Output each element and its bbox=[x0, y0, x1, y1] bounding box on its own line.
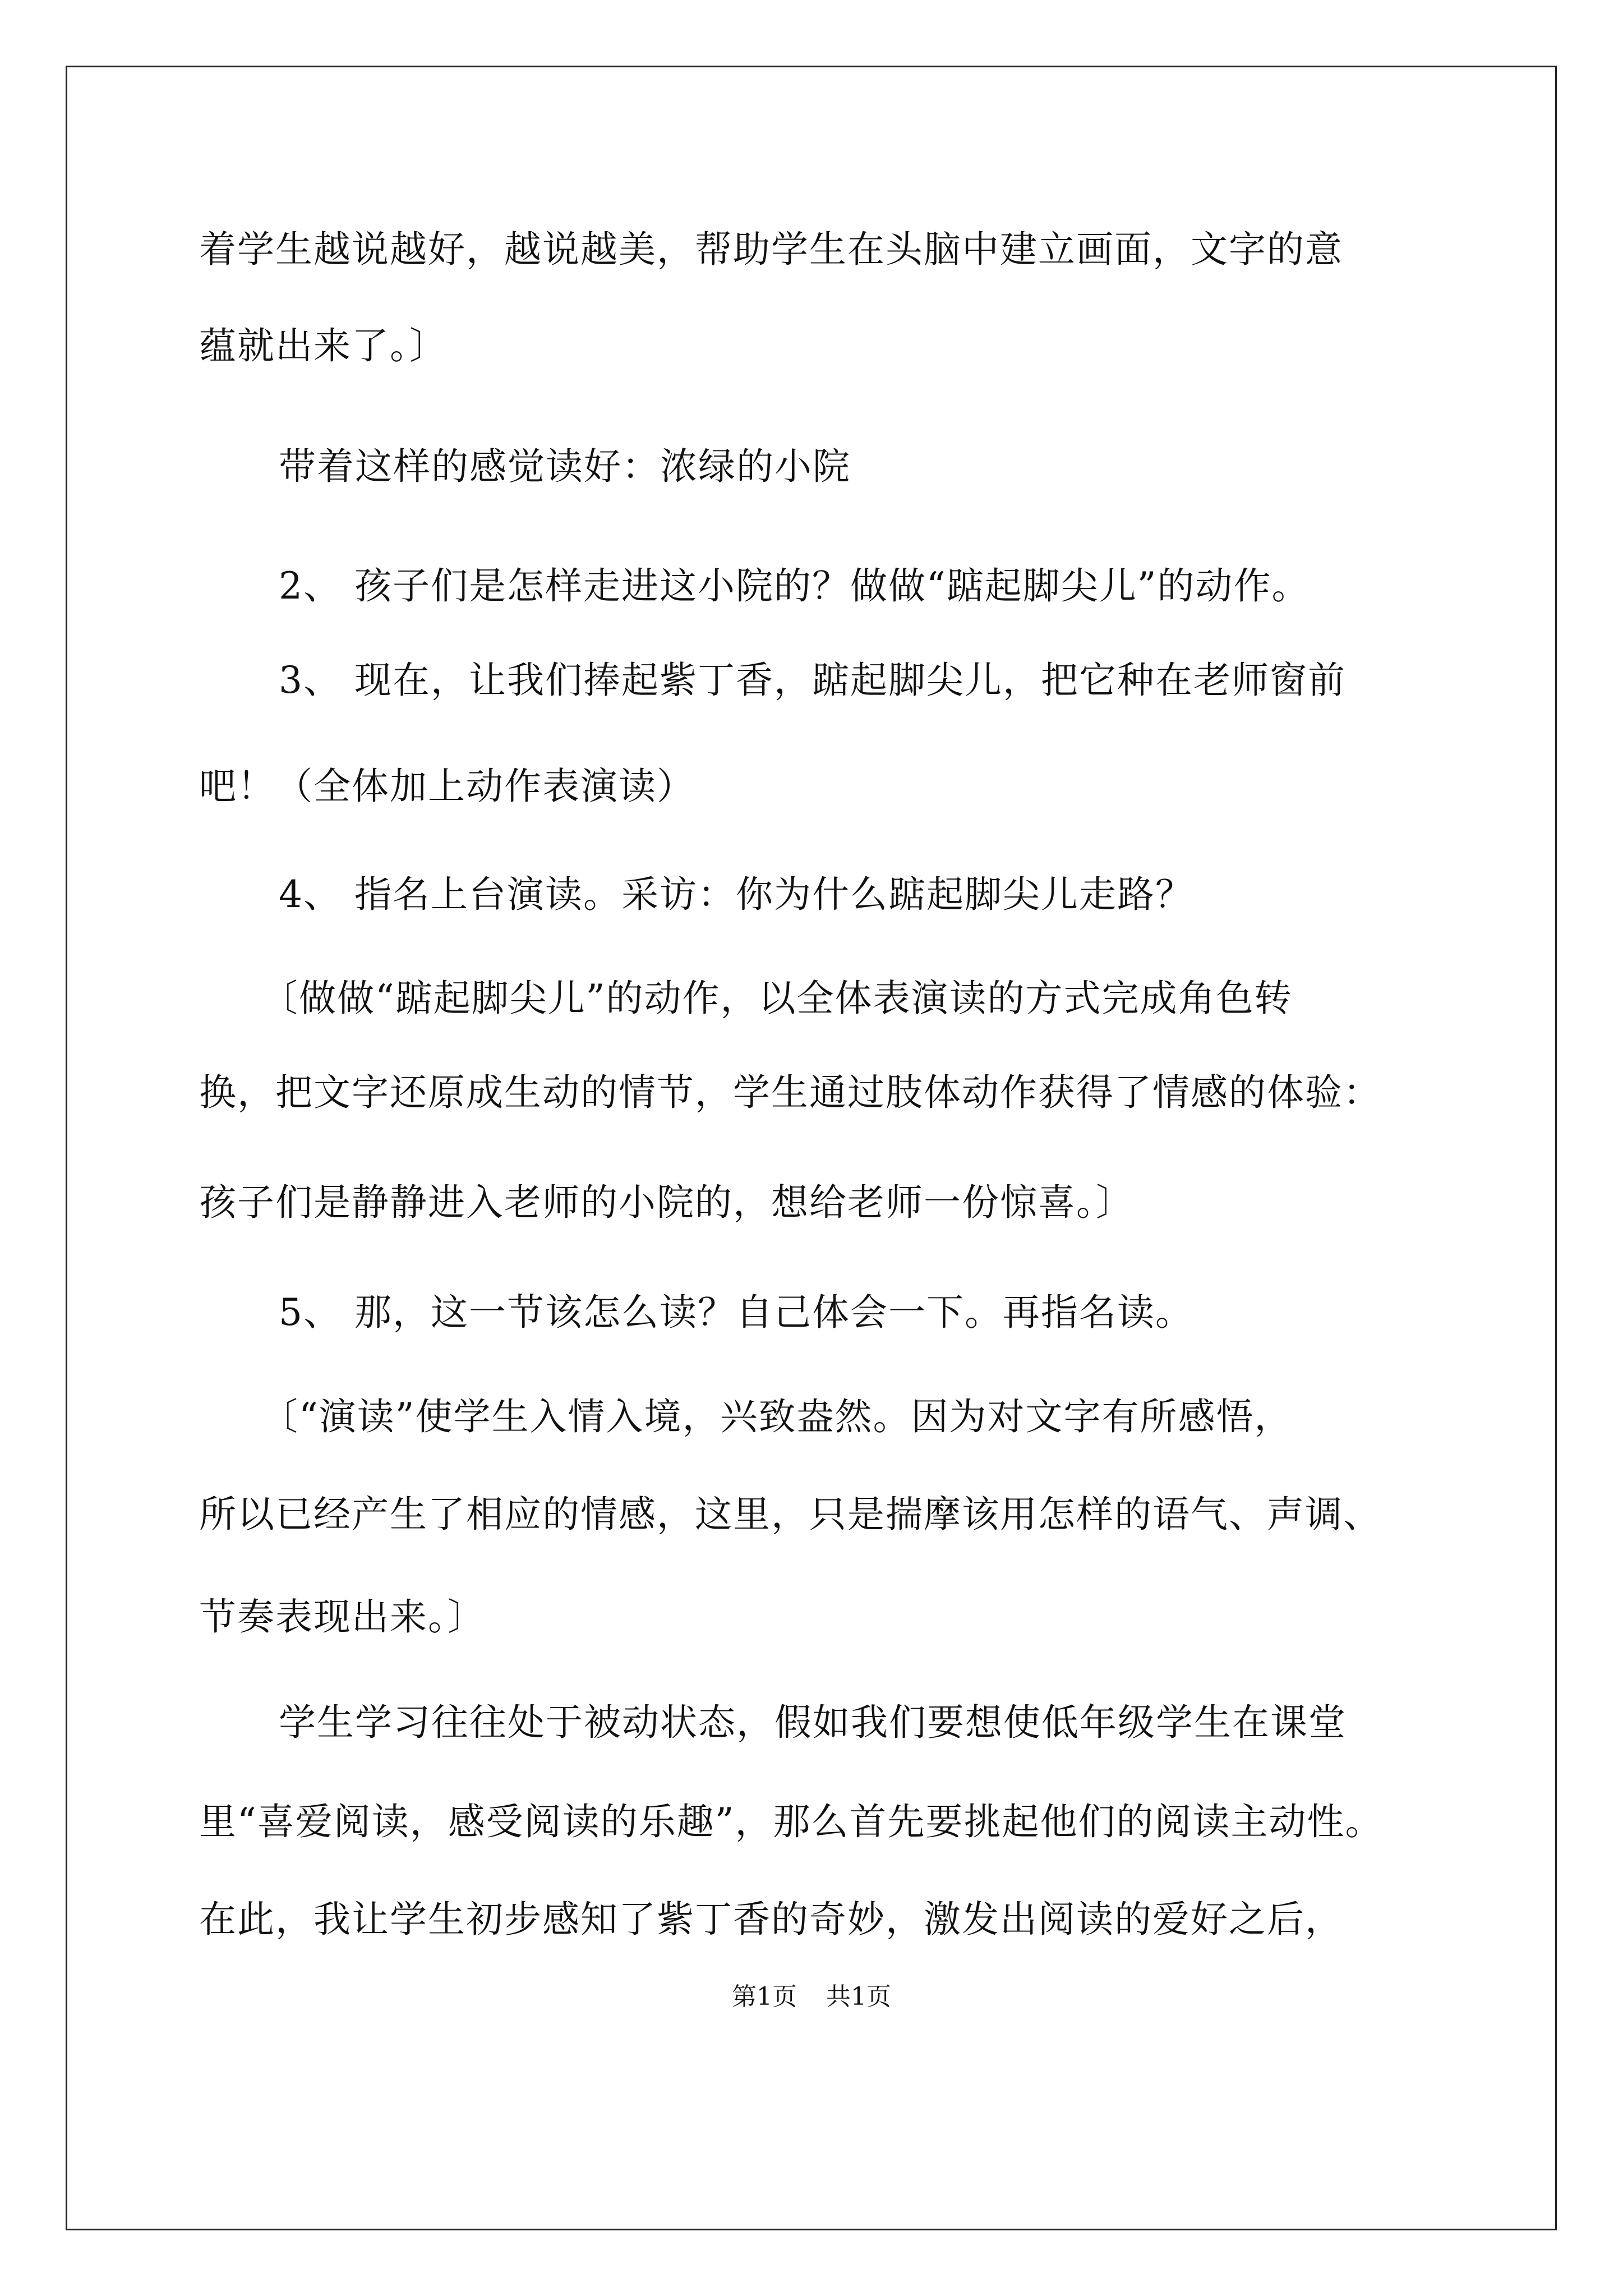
text-line: 里“喜爱阅读，感受阅读的乐趣”，那么首先要挑起他们的阅读主动性。 bbox=[199, 1800, 1384, 1843]
text-line: 〔“演读”使学生入情入境，兴致盎然。因为对文字有所感悟， bbox=[261, 1395, 1293, 1438]
text-line: 〔做做“踮起脚尖儿”的动作，以全体表演读的方式完成角色转 bbox=[261, 977, 1293, 1020]
text-line: 吧！（全体加上动作表演读） bbox=[199, 765, 695, 808]
text-line: 带着这样的感觉读好：浓绿的小院 bbox=[279, 445, 851, 488]
text-line: 蕴就出来了。〕 bbox=[199, 324, 448, 367]
text-line: 2、 孩子们是怎样走进这小院的？做做“踮起脚尖儿”的动作。 bbox=[279, 564, 1310, 608]
text-line: 孩子们是静静进入老师的小院的，想给老师一份惊喜。〕 bbox=[199, 1181, 1134, 1224]
page-footer bbox=[0, 1980, 1623, 2014]
text-line: 节奏表现出来。〕 bbox=[199, 1595, 486, 1639]
text-line: 学生学习往往处于被动状态，假如我们要想使低年级学生在课堂 bbox=[279, 1701, 1347, 1744]
text-line: 4、 指名上台演读。采访：你为什么踮起脚尖儿走路？ bbox=[279, 873, 1193, 916]
text-line: 在此，我让学生初步感知了紫丁香的奇妙，激发出阅读的爱好之后， bbox=[199, 1898, 1343, 1941]
page-number: 第1页 bbox=[732, 1982, 797, 2011]
text-line: 着学生越说越好，越说越美，帮助学生在头脑中建立画面，文字的意 bbox=[199, 228, 1343, 271]
text-line: 3、 现在，让我们捧起紫丁香，踮起脚尖儿，把它种在老师窗前 bbox=[279, 659, 1346, 702]
page-total: 共1页 bbox=[826, 1982, 891, 2011]
text-line: 所以已经产生了相应的情感，这里，只是揣摩该用怎样的语气、声调、 bbox=[199, 1493, 1381, 1536]
text-line: 换，把文字还原成生动的情节，学生通过肢体动作获得了情感的体验： bbox=[199, 1071, 1381, 1114]
text-line: 5、 那，这一节该怎么读？自己体会一下。再指名读。 bbox=[279, 1291, 1193, 1334]
